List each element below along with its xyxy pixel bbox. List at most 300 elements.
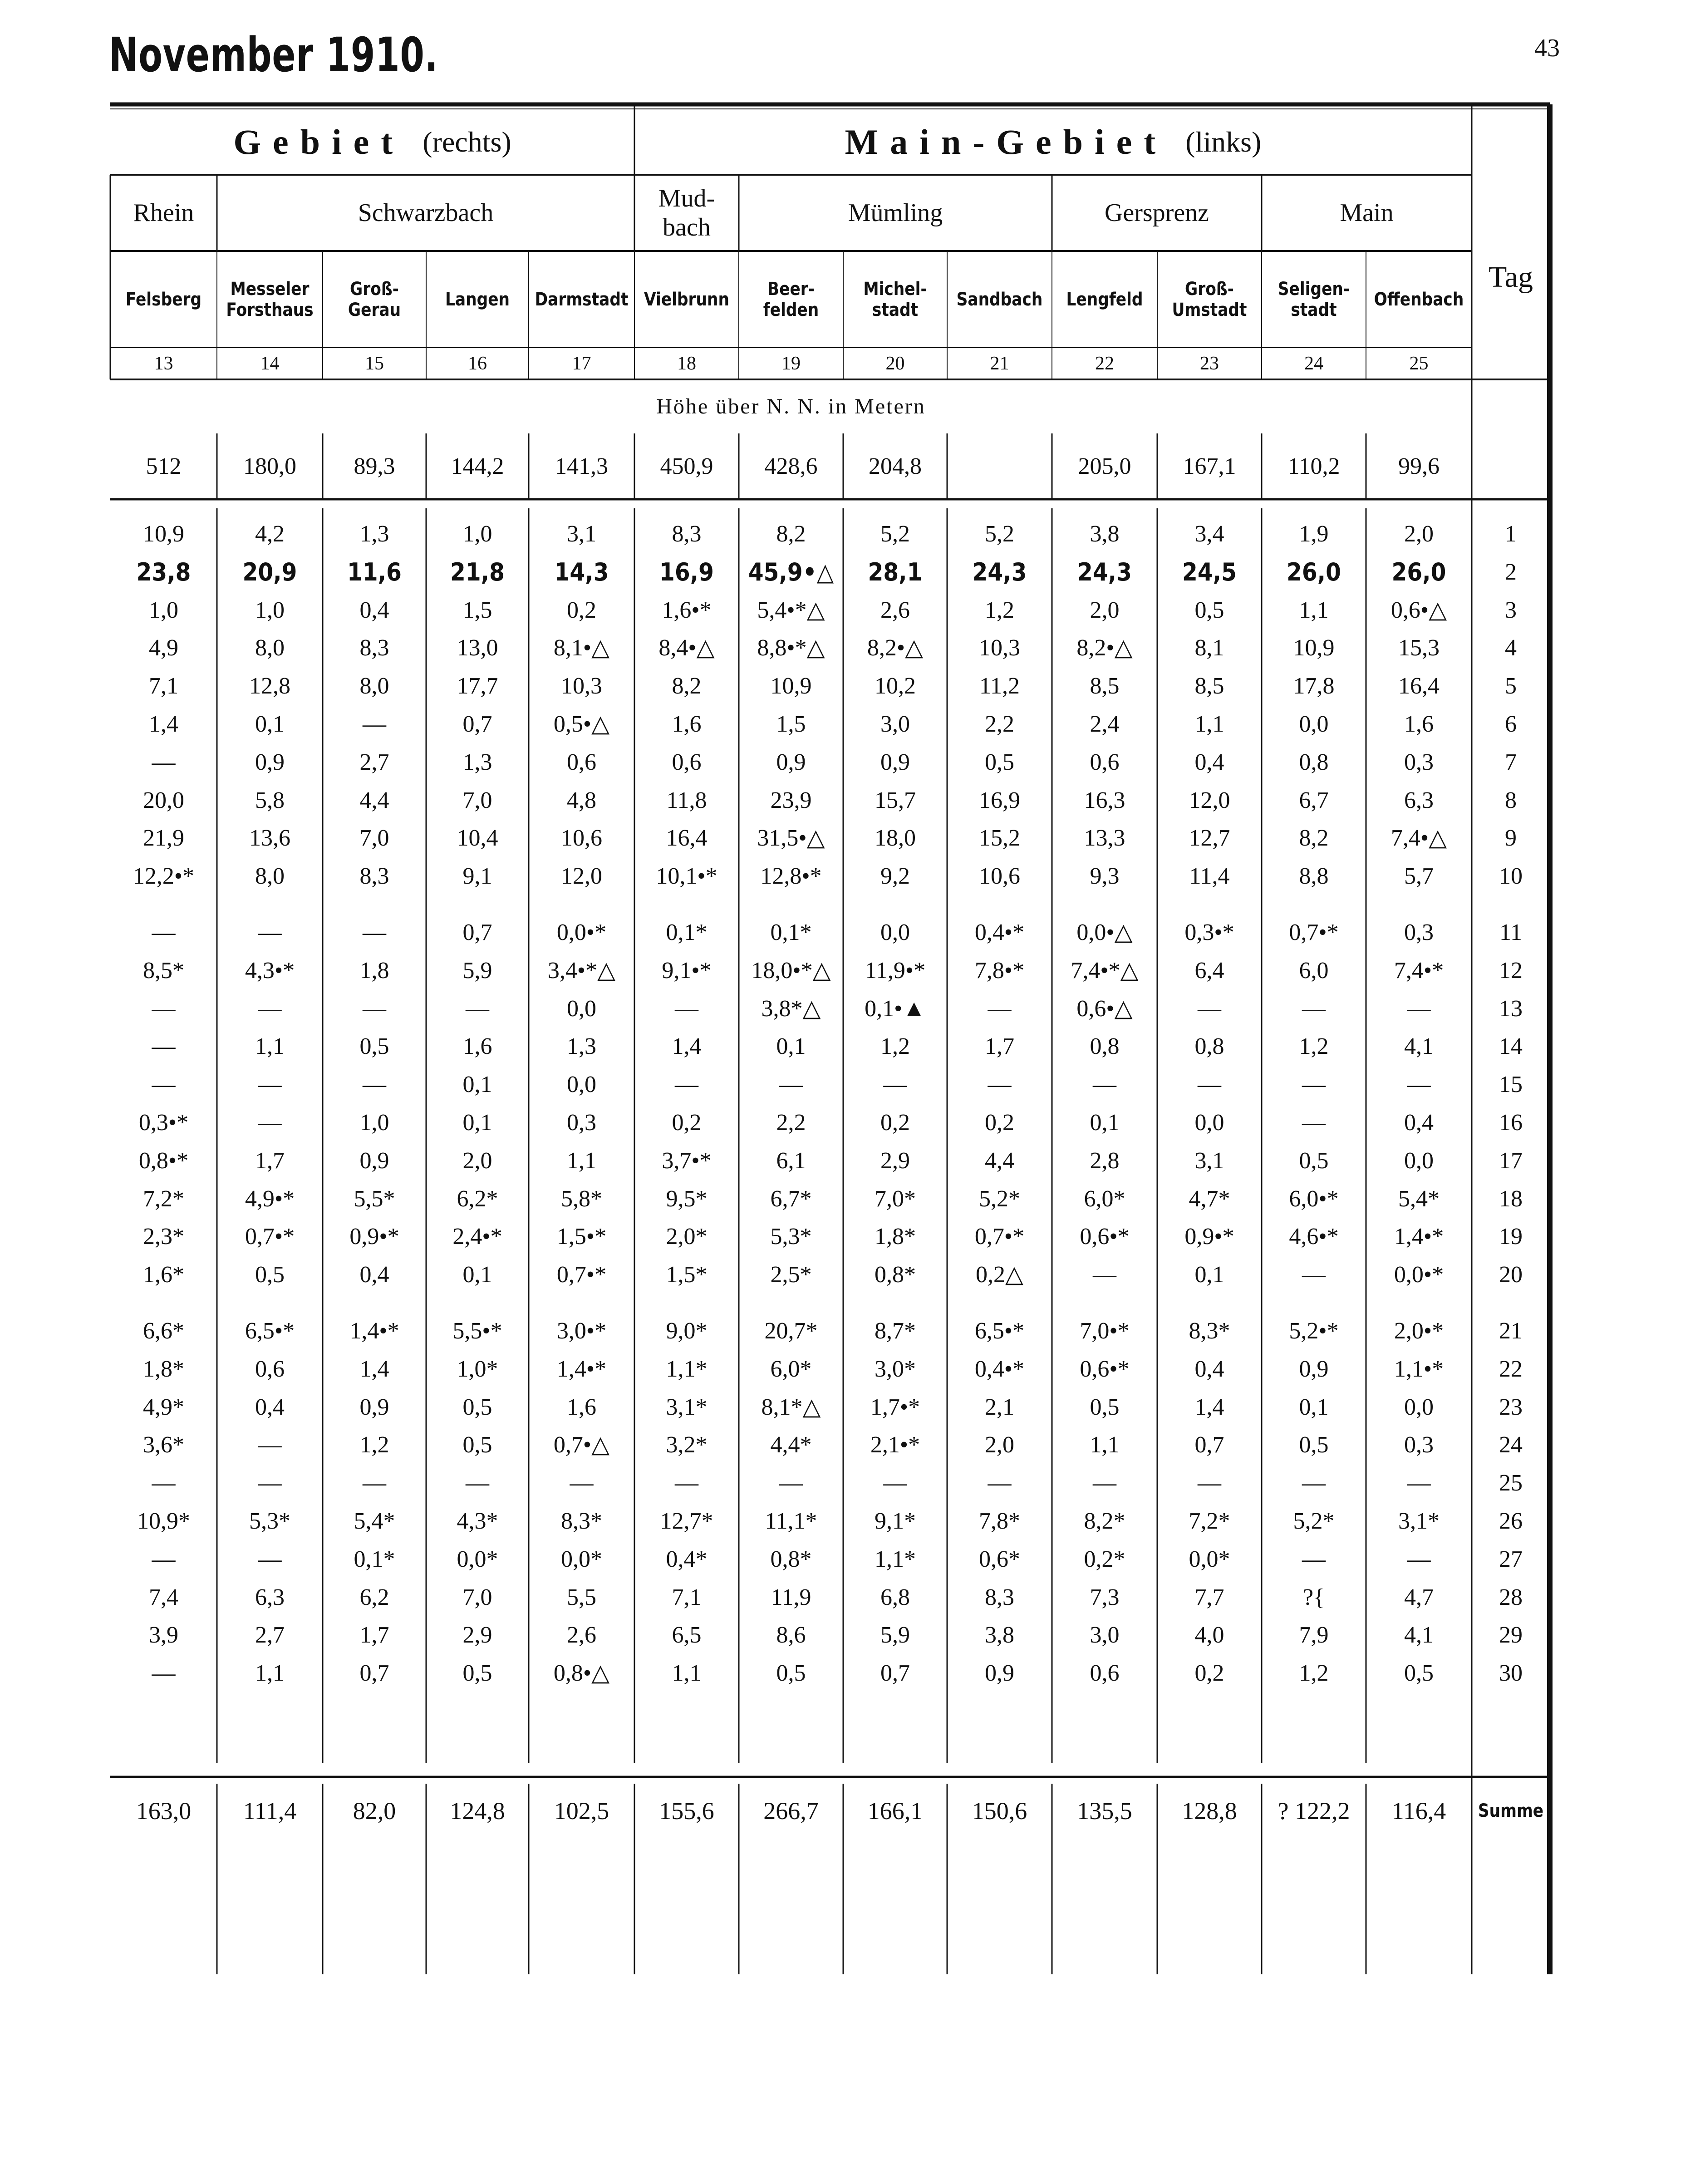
table-cell: 4,6•* (1289, 1224, 1339, 1250)
table-cell: 3,6* (143, 1432, 184, 1458)
table-cell: 26,0 (1391, 557, 1446, 586)
station-hohe: 99,6 (1398, 453, 1440, 479)
table-cell: 0,6 (672, 749, 702, 775)
table-cell: 3,2* (666, 1432, 708, 1458)
table-cell: 0,1 (255, 711, 285, 737)
table-cell: — (883, 1072, 907, 1098)
table-cell: 5,7 (1404, 863, 1434, 890)
table-cell: — (1302, 1546, 1326, 1572)
table-cell: 18,0 (875, 825, 916, 851)
table-cell: 1,5•* (556, 1224, 607, 1250)
table-cell: 13,3 (1084, 825, 1125, 851)
table-cell: 1,1•* (1394, 1356, 1444, 1382)
table-cell: 0,9•* (1184, 1224, 1234, 1250)
table-cell: 0,7•* (974, 1224, 1025, 1250)
table-cell: 0,7 (880, 1660, 910, 1687)
table-cell: 1,2 (985, 597, 1014, 623)
table-cell: 20,0 (143, 787, 184, 813)
table-cell: 7,8* (979, 1508, 1020, 1534)
table-cell: 0,6 (1090, 1660, 1120, 1687)
table-cell: — (1198, 995, 1221, 1022)
table-cell: 7,0 (359, 825, 389, 851)
table-cell: 3,0 (880, 711, 910, 737)
row-tag: 21 (1499, 1318, 1523, 1344)
station-number: 19 (781, 353, 801, 374)
row-tag: 1 (1505, 521, 1517, 547)
table-cell: 7,4•△ (1391, 825, 1447, 851)
table-cell: 0,0 (1299, 711, 1329, 737)
row-tag: 25 (1499, 1470, 1523, 1496)
table-cell: — (988, 1072, 1012, 1098)
table-cell: — (363, 1470, 386, 1496)
station-name: Darmstadt (535, 289, 629, 310)
table-cell: 0,4 (359, 1262, 389, 1288)
table-cell: 1,4 (149, 711, 178, 737)
table-cell: 6,5•* (974, 1318, 1025, 1344)
table-cell: 7,3 (1090, 1584, 1120, 1610)
table-cell: 0,0•△ (1076, 920, 1133, 945)
table-cell: 0,5 (1194, 597, 1224, 623)
table-cell: 5,2•* (1289, 1318, 1339, 1344)
row-tag: 4 (1505, 635, 1517, 661)
table-cell: 0,6 (1090, 749, 1120, 775)
table-cell: 3,1 (567, 521, 596, 547)
table-cell: 6,5 (672, 1622, 702, 1648)
table-cell: 12,7 (1189, 825, 1230, 851)
table-cell: 8,2 (776, 521, 806, 547)
table-cell: 5,2 (985, 521, 1014, 547)
table-cell: 0,0* (561, 1546, 602, 1572)
table-cell: 0,7•* (245, 1224, 295, 1250)
table-cell: 0,1 (1299, 1394, 1329, 1420)
row-tag: 22 (1499, 1356, 1523, 1382)
table-cell: — (883, 1470, 907, 1496)
row-tag: 10 (1499, 863, 1523, 890)
row-tag: 28 (1499, 1584, 1523, 1610)
table-cell: — (1198, 1072, 1221, 1098)
table-cell: 12,8•* (760, 863, 822, 890)
table-cell: 4,0 (1194, 1622, 1224, 1648)
station-hohe: 167,1 (1183, 453, 1236, 479)
table-cell: 0,9 (255, 749, 285, 775)
table-cell: 0,1* (770, 920, 812, 945)
table-cell: 7,2* (1189, 1508, 1230, 1534)
table-cell: 11,6 (347, 557, 402, 586)
station-hohe (947, 433, 1052, 499)
table-cell: 4,7* (1189, 1185, 1230, 1212)
table-cell: 9,5* (666, 1185, 708, 1212)
table-cell: 0,0 (1194, 1110, 1224, 1136)
table-cell: 8,5* (143, 957, 184, 984)
station-number: 22 (1095, 353, 1114, 374)
station-number: 17 (572, 353, 591, 374)
table-cell: — (258, 1110, 282, 1136)
table-cell: 3,8*△ (761, 995, 821, 1022)
table-cell: 21,9 (143, 825, 184, 851)
table-cell: — (152, 749, 176, 775)
station-name: Seligen- stadt (1278, 278, 1350, 320)
row-tag: 24 (1499, 1432, 1523, 1458)
table-cell: — (1302, 995, 1326, 1022)
table-cell: 6,3 (255, 1584, 285, 1610)
station-name: Felsberg (125, 289, 202, 310)
row-tag: 12 (1499, 957, 1523, 984)
table-cell: 8,0 (255, 863, 285, 890)
row-tag: 5 (1505, 673, 1517, 699)
station-hohe: 512 (146, 453, 182, 479)
table-cell: 1,3 (359, 521, 389, 547)
table-cell: — (152, 1470, 176, 1496)
table-cell: — (1093, 1072, 1116, 1098)
region-side-left: (rechts) (423, 125, 511, 158)
table-cell: 5,8* (561, 1185, 602, 1212)
table-cell: 3,0•* (556, 1318, 607, 1344)
table-cell: — (779, 1470, 803, 1496)
table-cell: 4,2 (255, 521, 285, 547)
station-hohe: 141,3 (555, 453, 608, 479)
table-cell: 0,0 (1404, 1394, 1434, 1420)
table-cell: 15,3 (1398, 635, 1440, 661)
table-cell: — (570, 1470, 594, 1496)
table-cell: 3,8 (1090, 521, 1120, 547)
table-cell: 0,7 (1194, 1432, 1224, 1458)
table-cell: 4,9* (143, 1394, 184, 1420)
table-cell: 0,1* (666, 920, 708, 945)
table-cell: 5,2 (880, 521, 910, 547)
table-cell: 4,3•* (245, 957, 295, 984)
table-cell: 1,7 (255, 1147, 285, 1174)
summe-label: Summe (1478, 1800, 1544, 1821)
table-cell: 1,1 (567, 1147, 596, 1174)
table-cell: 2,0 (1090, 597, 1120, 623)
table-cell: 0,6* (979, 1546, 1020, 1572)
table-cell: 20,9 (242, 557, 297, 586)
table-cell: 11,2 (979, 673, 1020, 699)
table-cell: 0,1 (462, 1262, 492, 1288)
table-cell: 2,3* (143, 1224, 184, 1250)
table-cell: 9,1* (875, 1508, 916, 1534)
group-header: Main (1340, 198, 1394, 227)
group-header: Mud- bach (658, 184, 715, 241)
table-cell: 0,9 (359, 1147, 389, 1174)
table-cell: 8,3 (359, 635, 389, 661)
row-tag: 9 (1505, 825, 1517, 851)
table-cell: 2,2 (776, 1110, 806, 1136)
table-cell: 3,0* (875, 1356, 916, 1382)
table-cell: 1,4•* (1394, 1224, 1444, 1250)
table-cell: 11,9 (771, 1584, 811, 1610)
table-cell: 0,5 (1090, 1394, 1120, 1420)
table-cell: — (363, 711, 386, 737)
table-cell: 0,2△ (976, 1262, 1023, 1288)
table-cell: 0,5•△ (553, 711, 610, 737)
table-cell: 2,0•* (1394, 1318, 1444, 1344)
row-tag: 18 (1499, 1185, 1523, 1212)
table-cell: — (363, 920, 386, 945)
region-header-right (634, 109, 1472, 175)
region-header-left (110, 109, 634, 175)
table-cell: — (1093, 1262, 1116, 1288)
table-cell: 1,5 (776, 711, 806, 737)
table-cell: 1,1* (666, 1356, 708, 1382)
table-cell: 2,6 (880, 597, 910, 623)
row-tag: 14 (1499, 1033, 1523, 1060)
table-cell: 0,5 (1299, 1432, 1329, 1458)
table-cell: 17,7 (457, 673, 498, 699)
station-number: 24 (1304, 353, 1323, 374)
table-cell: — (1407, 1470, 1431, 1496)
table-cell: 1,8* (143, 1356, 184, 1382)
table-cell: 1,0 (255, 597, 285, 623)
table-cell: 1,1 (255, 1660, 285, 1687)
summe-cell: 116,4 (1391, 1797, 1446, 1825)
table-cell: 0,8 (1299, 749, 1329, 775)
table-cell: 1,1 (672, 1660, 702, 1687)
table-cell: 1,1 (1194, 711, 1224, 737)
table-cell: 45,9•△ (748, 557, 834, 586)
table-cell: 1,1* (875, 1546, 916, 1572)
table-cell: 5,2* (979, 1185, 1020, 1212)
table-cell: 1,1 (1299, 597, 1329, 623)
table-cell: 6,2* (457, 1185, 498, 1212)
station-number: 21 (990, 353, 1009, 374)
table-cell: 2,0 (1404, 521, 1434, 547)
table-cell: 24,5 (1182, 557, 1237, 586)
table-cell: 8,2 (672, 673, 702, 699)
table-cell: 0,2 (672, 1110, 702, 1136)
table-cell: 0,4•* (974, 1356, 1025, 1382)
table-cell: 2,9 (462, 1622, 492, 1648)
table-cell: 0,7•△ (553, 1432, 610, 1458)
table-cell: 1,1 (1090, 1432, 1120, 1458)
table-cell: 31,5•△ (757, 825, 825, 851)
table-cell: 5,2* (1293, 1508, 1335, 1534)
table-cell: 0,2 (880, 1110, 910, 1136)
table-cell: 5,9 (880, 1622, 910, 1648)
table-cell: 2,2 (985, 711, 1014, 737)
table-cell: — (152, 1546, 176, 1572)
table-cell: 8,8•*△ (757, 635, 825, 661)
table-cell: — (152, 1033, 176, 1060)
station-hohe: 110,2 (1287, 453, 1340, 479)
table-cell: 4,8 (567, 787, 596, 813)
table-cell: 1,3 (462, 749, 492, 775)
table-cell: 0,8•* (138, 1147, 189, 1174)
table-cell: 1,6•* (662, 597, 712, 623)
table-cell: 3,1 (1194, 1147, 1224, 1174)
table-cell: 28,1 (868, 557, 923, 586)
table-cell: 0,5 (776, 1660, 806, 1687)
table-cell: 24,3 (972, 557, 1027, 586)
station-hohe: 144,2 (451, 453, 504, 479)
summe-cell: 163,0 (136, 1797, 192, 1825)
table-cell: 21,8 (450, 557, 505, 586)
table-cell: 8,3* (1189, 1318, 1230, 1344)
row-tag: 17 (1499, 1147, 1523, 1174)
station-name: Messeler Forsthaus (226, 278, 314, 320)
region-side-right: (links) (1185, 125, 1262, 158)
table-cell: 0,0* (457, 1546, 498, 1572)
summe-cell: 82,0 (353, 1797, 396, 1825)
table-cell: 2,7 (255, 1622, 285, 1648)
table-cell: 23,9 (770, 787, 812, 813)
table-cell: 0,0 (880, 920, 910, 945)
table-cell: 1,4•* (556, 1356, 607, 1382)
table-cell: 8,3 (672, 521, 702, 547)
station-number: 15 (365, 353, 384, 374)
table-cell: 6,0•* (1289, 1185, 1339, 1212)
table-cell: 12,7* (660, 1508, 713, 1534)
table-cell: 0,0•* (1394, 1262, 1444, 1288)
table-cell: 6,0* (1084, 1185, 1125, 1212)
table-cell: 3,1* (1398, 1508, 1440, 1534)
table-cell: 16,9 (659, 557, 714, 586)
table-cell: 4,4 (359, 787, 389, 813)
station-hohe: 428,6 (764, 453, 818, 479)
table-cell: 10,1•* (656, 863, 717, 890)
table-cell: 1,4 (672, 1033, 702, 1060)
table-cell: 2,4 (1090, 711, 1120, 737)
station-name: Groß- Gerau (348, 278, 401, 320)
table-cell: 6,7 (1299, 787, 1329, 813)
row-tag: 8 (1505, 787, 1517, 813)
station-name: Michel- stadt (863, 278, 927, 320)
table-cell: 0,9 (1299, 1356, 1329, 1382)
table-cell: 9,1 (462, 863, 492, 890)
table-cell: 12,0 (1189, 787, 1230, 813)
table-cell: 4,1 (1404, 1033, 1434, 1060)
table-cell: 5,9 (462, 957, 492, 984)
table-cell: 10,2 (875, 673, 916, 699)
table-cell: 0,4 (1194, 1356, 1224, 1382)
table-cell: 0,5 (255, 1262, 285, 1288)
region-label-left: Gebiet (233, 122, 405, 162)
table-cell: 4,1 (1404, 1622, 1434, 1648)
summe-cell: 102,5 (554, 1797, 609, 1825)
table-cell: — (675, 995, 698, 1022)
table-cell: 1,7 (359, 1622, 389, 1648)
table-cell: 0,9 (985, 1660, 1014, 1687)
table-cell: 8,1•△ (553, 635, 610, 661)
table-cell: 0,6•* (1080, 1224, 1130, 1250)
table-cell: 1,7 (985, 1033, 1014, 1060)
table-cell: 0,6 (255, 1356, 285, 1382)
table-cell: 0,6•△ (1076, 995, 1133, 1022)
station-name: Groß- Umstadt (1172, 278, 1247, 320)
table-cell: — (258, 995, 282, 1022)
station-name: Beer- felden (763, 278, 819, 320)
table-cell: — (152, 920, 176, 945)
table-cell: 0,7•* (556, 1262, 607, 1288)
table-cell: 0,7 (462, 711, 492, 737)
table-cell: 7,7 (1194, 1584, 1224, 1610)
region-label-right: Main-Gebiet (845, 122, 1168, 162)
table-cell: 1,6* (143, 1262, 184, 1288)
table-cell: 7,4 (149, 1584, 178, 1610)
table-cell: 16,3 (1084, 787, 1125, 813)
table-cell: 5,5* (354, 1185, 395, 1212)
hohe-caption: Höhe über N. N. in Metern (656, 394, 926, 418)
table-cell: 6,8 (880, 1584, 910, 1610)
table-cell: 0,4 (1404, 1110, 1434, 1136)
station-name: Vielbrunn (644, 289, 729, 310)
table-cell: 8,1*△ (761, 1394, 821, 1420)
table-cell: 0,9 (359, 1394, 389, 1420)
table-cell: 0,4•* (974, 920, 1025, 945)
table-cell: 8,5 (1194, 673, 1224, 699)
table-cell: — (779, 1072, 803, 1098)
table-cell: — (363, 995, 386, 1022)
table-cell: 26,0 (1287, 557, 1341, 586)
table-cell: 8,6 (776, 1622, 806, 1648)
row-tag: 29 (1499, 1622, 1523, 1648)
table-cell: 1,0* (457, 1356, 498, 1382)
table-cell: 10,9 (770, 673, 812, 699)
table-cell: 0,6 (567, 749, 596, 775)
page-number: 43 (1534, 34, 1560, 62)
table-cell: 8,1 (1194, 635, 1224, 661)
table-cell: 14,3 (554, 557, 609, 586)
table-cell: 4,4 (985, 1147, 1014, 1174)
table-cell: 2,6 (567, 1622, 596, 1648)
table-cell: 0,5 (462, 1432, 492, 1458)
row-tag: 20 (1499, 1262, 1523, 1288)
table-cell: — (1302, 1072, 1326, 1098)
row-tag: 7 (1505, 749, 1517, 775)
summe-cell: 166,1 (867, 1797, 923, 1825)
summe-cell: 150,6 (972, 1797, 1027, 1825)
table-cell: 9,0* (666, 1318, 708, 1344)
table-cell: 1,6 (672, 711, 702, 737)
table-cell: 0,7 (462, 920, 492, 945)
table-cell: 0,7 (359, 1660, 389, 1687)
group-header: Schwarzbach (358, 198, 494, 227)
tag-header: Tag (1488, 260, 1533, 294)
row-tag: 3 (1505, 597, 1517, 623)
table-cell: — (1302, 1262, 1326, 1288)
table-cell: 3,8 (985, 1622, 1014, 1648)
table-cell: 9,1•* (662, 957, 712, 984)
table-cell: 0,9 (776, 749, 806, 775)
summe-cell: 124,8 (450, 1797, 505, 1825)
table-cell: 5,5 (567, 1584, 596, 1610)
table-cell: 8,2* (1084, 1508, 1125, 1534)
table-cell: 1,6 (1404, 711, 1434, 737)
table-cell: 4,7 (1404, 1584, 1434, 1610)
station-hohe: 89,3 (354, 453, 395, 479)
table-cell: 10,3 (979, 635, 1020, 661)
table-cell: 3,4•*△ (547, 957, 616, 984)
table-cell: 0,4 (359, 597, 389, 623)
table-cell: 0,8 (1194, 1033, 1224, 1060)
table-cell: 15,7 (875, 787, 916, 813)
table-cell: 1,9 (1299, 521, 1329, 547)
table-cell: 8,3 (359, 863, 389, 890)
table-cell: 0,5 (359, 1033, 389, 1060)
table-cell: 0,3 (1404, 920, 1434, 945)
table-cell: 10,9 (1293, 635, 1335, 661)
table-cell: 7,4•*△ (1071, 957, 1139, 984)
table-cell: 2,9 (880, 1147, 910, 1174)
table-cell: — (363, 1072, 386, 1098)
table-cell: — (675, 1470, 698, 1496)
row-tag: 23 (1499, 1394, 1523, 1420)
table-cell: 0,5 (985, 749, 1014, 775)
table-cell: — (1093, 1470, 1116, 1496)
table-cell: — (258, 920, 282, 945)
table-cell: — (152, 1072, 176, 1098)
table-cell: 6,2 (359, 1584, 389, 1610)
